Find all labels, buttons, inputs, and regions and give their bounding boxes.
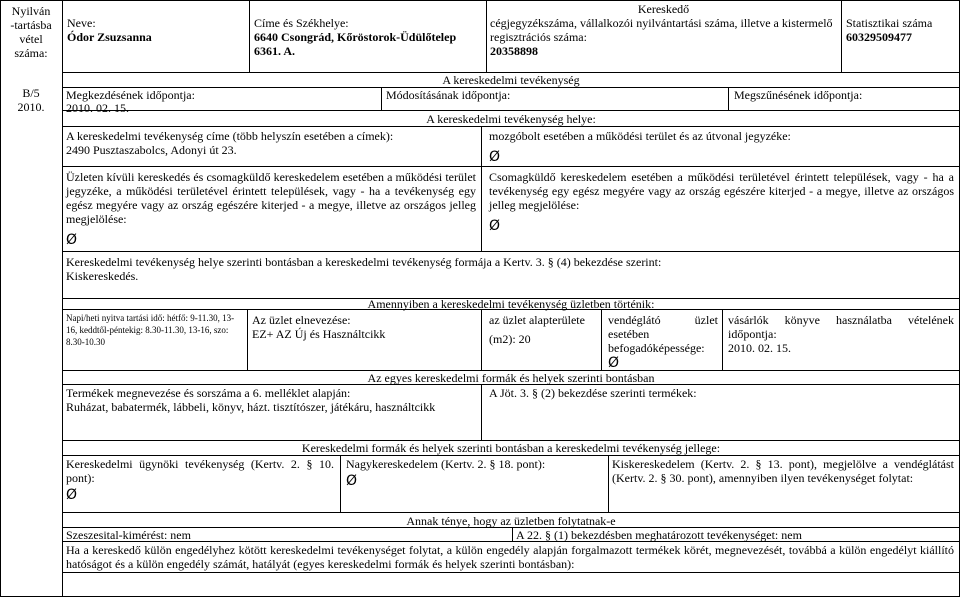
complaint-book-value: 2010. 02. 15. (728, 341, 791, 355)
address-label: Címe és Székhelye: (254, 16, 349, 30)
activity-address-value: 2490 Pusztaszabolcs, Adonyi út 23. (66, 143, 237, 157)
outside-trade-value: Ø (66, 232, 78, 248)
excise-products-label: A Jöt. 3. § (2) bekezdése szerinti termékek: (489, 386, 697, 400)
rule (249, 0, 250, 72)
rule (381, 87, 382, 110)
stat-number-label: Statisztikai száma (846, 16, 933, 30)
rule (512, 527, 513, 541)
registration-number-value: 20358898 (490, 44, 538, 58)
registration-number-label: cégjegyzékszáma, vállalkozói nyilvántartási száma, illetve a kistermelő regisztrációs száma: (490, 16, 833, 44)
end-date-label: Megszűnésének időpontja: (734, 88, 863, 102)
shop-name-value: EZ+ AZ Új és Használtcikk (252, 327, 386, 341)
catering-capacity-value: Ø (608, 355, 620, 371)
rule (722, 309, 723, 370)
agent-label: Kereskedelmi ügynöki tevékenység (Kertv. 2. § 10. pont): (66, 457, 334, 485)
rule (62, 110, 960, 111)
special-permit-text: Ha a kereskedő külön engedélyhez kötött kereskedelmi tevékenységet folytat, a külön engedély alapján forgalmazott termékek körét, megnevezését, továbbá a külön engedélyt kiállító hatóságot és a külön engedély számát, hatályát (egyes kereskedelmi formák és helyek szerinti bontásban): (66, 543, 954, 571)
registration-value: B/5 2010. (17, 86, 45, 114)
products-label: Termékek megnevezése és sorszáma a 6. melléklet alapján: (66, 386, 351, 400)
activity-address-label: A kereskedelmi tevékenység címe (több helyszín esetében a címek): (66, 129, 394, 143)
rule (601, 309, 602, 370)
mobile-shop-value: Ø (489, 149, 501, 165)
rule (0, 0, 960, 1)
rule (0, 596, 960, 597)
opening-hours: Napi/heti nyitva tartási idő: hétfő: 9-11.30, 13-16, keddtől-péntekig: 8.30-11.30, 13-16, szo: 8.30-10.30 (66, 313, 235, 347)
registration-label: Nyilván -tartásba vétel száma: (10, 4, 52, 60)
shop-title: Amennyiben a kereskedelmi tevékenység üzletben történik: (367, 297, 655, 311)
mail-order-text: Csomagküldő kereskedelem esetében a működési területével érintett települések, vagy - ha a tevékenység egy egész megyére vagy az ország egészére kiterjed - a megye, illetve az országos jelleg megjelölése: (489, 170, 954, 212)
spirits-serving: Szeszesital-kimérést: nem (66, 528, 191, 542)
catering-capacity-label: vendéglátó üzlet esetében befogadóképessége: (608, 313, 718, 355)
address-value: 6640 Csongrád, Kőröstorok-Üdülőtelep 6361. A. (254, 30, 457, 58)
rule (62, 512, 960, 513)
rule (62, 166, 960, 167)
mobile-shop-label: mozgóbolt esetében a működési terület és az útvonal jegyzéke: (489, 129, 791, 143)
wholesale-label: Nagykereskedelem (Kertv. 2. § 18. pont): (346, 457, 546, 471)
place-title: A kereskedelmi tevékenység helye: (426, 112, 596, 126)
rule (608, 455, 609, 512)
mail-order-value: Ø (489, 218, 501, 234)
rule (62, 572, 960, 573)
rule (62, 126, 960, 127)
rule (62, 541, 960, 542)
name-value: Ódor Zsuzsanna (67, 30, 152, 44)
rule (62, 251, 960, 252)
agent-value: Ø (66, 487, 78, 503)
complaint-book-label: vásárlók könyve használatba vételének időpontja: (728, 313, 954, 341)
retail-label: Kiskereskedelem (Kertv. 2. § 13. pont), megjelölve a vendéglátást (Kertv. 2. § 30. pont), amennyiben ilyen tevékenységet folytat: (612, 457, 954, 485)
rule (481, 309, 482, 370)
rule (247, 309, 248, 370)
activity-title: A kereskedelmi tevékenység (442, 73, 580, 87)
outside-trade-text: Üzleten kívüli kereskedés és csomagküldő kereskedelem esetében a működési terület jegyzéke, a működési területével érintett települések, vagy - ha a tevékenység egy egész megyére vagy az ország egészére kiterjed - a megye, illetve az országos jelleg megjelölése: (66, 170, 476, 226)
stat-number-value: 60329509477 (846, 30, 912, 44)
rule (481, 384, 482, 440)
rule (62, 455, 960, 456)
rule (340, 455, 341, 512)
rule (728, 87, 729, 110)
floor-area-label: az üzlet alapterülete (489, 313, 585, 327)
start-date-value: 2010. 02. 15. (66, 101, 129, 115)
modification-date-label: Módosításának időpontja: (386, 88, 511, 102)
section-22-activity: A 22. § (1) bekezdésben meghatározott tevékenységet: nem (516, 528, 802, 542)
rule (481, 126, 482, 251)
trade-form-label: Kereskedelmi tevékenység helye szerinti bontásban a kereskedelmi tevékenység formája a Kertv. 3. § (4) bekezdése szerint: (66, 255, 662, 269)
shop-name-label: Az üzlet elnevezése: (252, 313, 351, 327)
forms-title: Az egyes kereskedelmi formák és helyek szerinti bontásban (367, 371, 655, 385)
trade-forms-title: Kereskedelmi formák és helyek szerinti bontásban a kereskedelmi tevékenység jellege: (301, 441, 721, 455)
footer-title: Annak ténye, hogy az üzletben folytatnak-e (406, 514, 616, 528)
floor-area-value: (m2): 20 (489, 332, 531, 346)
name-label: Neve: (67, 16, 96, 30)
wholesale-value: Ø (346, 473, 358, 489)
products-value: Ruházat, babatermék, lábbeli, könyv, házt. tisztítószer, játékáru, használtcikk (66, 400, 436, 414)
trader-title: Kereskedő (637, 2, 690, 16)
trade-form-value: Kiskereskedés. (66, 269, 139, 283)
rule (841, 0, 842, 72)
start-date-label: Megkezdésének időpontja: (66, 88, 195, 102)
